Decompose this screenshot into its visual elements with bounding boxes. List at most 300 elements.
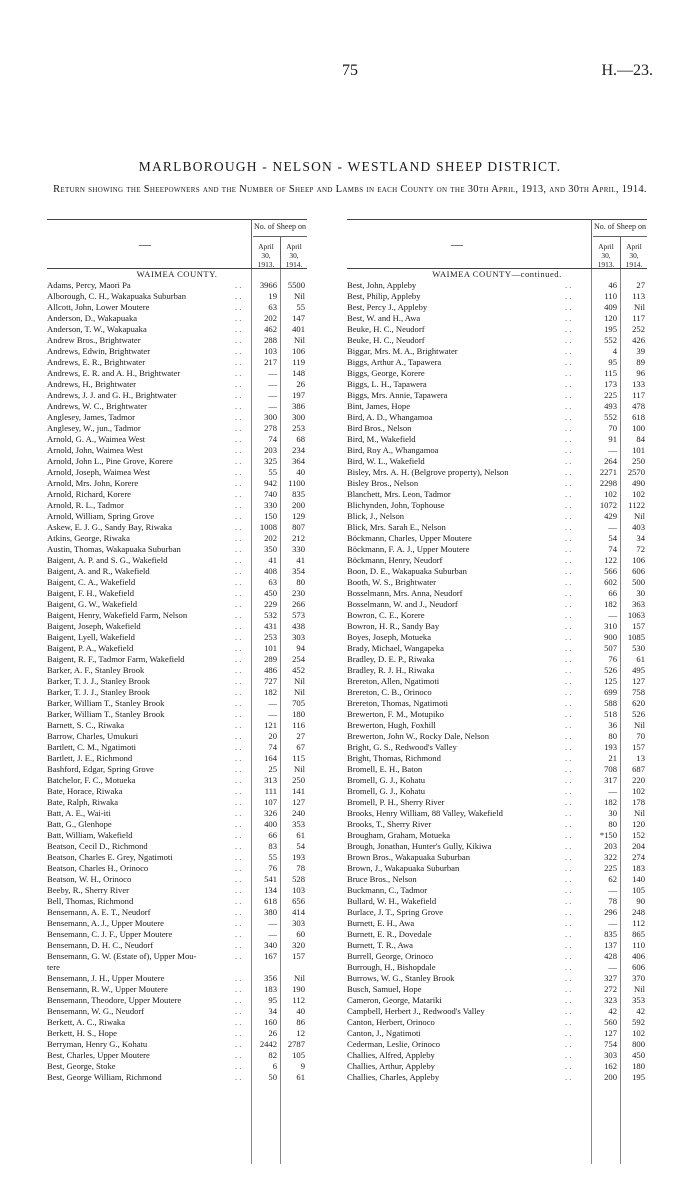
leader-dots: . .: [235, 555, 242, 565]
leader-dots: . .: [235, 797, 242, 807]
leader-dots: . .: [235, 302, 242, 312]
sheep-1914: 117: [632, 390, 645, 400]
right-table-header: [347, 219, 647, 269]
sheep-1914: 190: [292, 984, 305, 994]
sheep-1913: 300: [264, 412, 277, 422]
sheep-1914: 39: [636, 346, 645, 356]
owner-name: Best, George, Stoke: [47, 1061, 116, 1071]
sheep-1914: Nil: [294, 687, 305, 697]
sheep-1913: 289: [264, 654, 277, 664]
sheep-1914: 250: [632, 456, 645, 466]
table-row: [47, 786, 307, 797]
table-row: [47, 797, 307, 808]
sheep-1914: 27: [636, 280, 645, 290]
sheep-1914: 26: [296, 379, 305, 389]
sheep-1913: —: [608, 962, 617, 972]
leader-dots: . .: [235, 698, 242, 708]
leader-dots: . .: [235, 577, 242, 587]
leader-dots: . .: [565, 962, 572, 972]
sheep-1914: 592: [632, 1017, 645, 1027]
sheep-1914: 478: [632, 401, 645, 411]
table-row: [347, 346, 647, 357]
leader-dots: . .: [565, 401, 572, 411]
sheep-1913: 160: [264, 1017, 277, 1027]
sheep-1914: 86: [296, 1017, 305, 1027]
table-row: [47, 665, 307, 676]
sheep-1913: 202: [264, 533, 277, 543]
owner-name: Bosselmann, W. and J., Neudorf: [347, 599, 458, 609]
sheep-1914: 60: [296, 929, 305, 939]
leader-dots: . .: [565, 1039, 572, 1049]
sheep-1914: Nil: [294, 291, 305, 301]
table-row: [47, 1006, 307, 1017]
sheep-1914: Nil: [634, 511, 645, 521]
leader-dots: . .: [565, 467, 572, 477]
sheep-1914: 526: [632, 709, 645, 719]
leader-dots: . .: [565, 423, 572, 433]
owner-name: Bosselmann, Mrs. Anna, Neudorf: [347, 588, 463, 598]
owner-name: Challies, Charles, Appleby: [347, 1072, 440, 1082]
owner-name: Berkett, H. S., Hope: [47, 1028, 117, 1038]
sheep-1914: 30: [636, 588, 645, 598]
leader-dots: . .: [235, 654, 242, 664]
owner-name: Beatson, Charles E. Grey, Ngatimoti: [47, 852, 173, 862]
sheep-1914: 1100: [288, 478, 305, 488]
table-row: [347, 808, 647, 819]
sheep-1913: 340: [264, 940, 277, 950]
sheep-1913: 76: [608, 654, 617, 664]
sheep-1913: 127: [604, 1028, 617, 1038]
sheep-1914: 102: [632, 489, 645, 499]
sheep-1913: 19: [268, 291, 277, 301]
leader-dots: . .: [565, 280, 572, 290]
sheep-1914: 807: [292, 522, 305, 532]
owner-name: Booth, W. S., Brightwater: [347, 577, 437, 587]
owner-name: Berryman, Henry G., Kohatu: [47, 1039, 148, 1049]
table-row: [47, 577, 307, 588]
leader-dots: . .: [235, 918, 242, 928]
sheep-1913: 55: [268, 852, 277, 862]
leader-dots: . .: [235, 676, 242, 686]
sheep-1913: 253: [264, 632, 277, 642]
owner-name: Canton, J., Ngatimoti: [347, 1028, 421, 1038]
leader-dots: . .: [235, 324, 242, 334]
sheep-1914: 195: [632, 1072, 645, 1082]
table-row: [347, 533, 647, 544]
return-subtitle: Return showing the Sheepowners and the Number of Sheep and Lambs in each County on the 30th April, 1913, and 30th April, 1914.: [53, 184, 647, 195]
table-row: [347, 984, 647, 995]
leader-dots: . .: [235, 786, 242, 796]
sheep-1913: 326: [264, 808, 277, 818]
sheep-1913: 330: [264, 500, 277, 510]
sheep-1913: 350: [264, 544, 277, 554]
owner-name: Brown Bros., Wakapuaka Suburban: [347, 852, 471, 862]
owner-name: Biggs, Mrs. Annie, Tapawera: [347, 390, 448, 400]
sheep-1914: 157: [292, 951, 305, 961]
owner-name: Baigent, C. A., Wakefield: [47, 577, 136, 587]
leader-dots: . .: [565, 830, 572, 840]
owner-name: Brooks, T., Sherry River: [347, 819, 432, 829]
sheep-1913: 900: [604, 632, 617, 642]
table-row: [47, 808, 307, 819]
sheep-1913: 110: [604, 291, 617, 301]
table-row: [347, 841, 647, 852]
leader-dots: . .: [565, 577, 572, 587]
leader-dots: . .: [235, 709, 242, 719]
sheep-1913: 588: [604, 698, 617, 708]
header-group-label: No. of Sheep on: [593, 222, 647, 237]
left-table: [47, 219, 307, 1083]
sheep-1914: 141: [292, 786, 305, 796]
table-row: [47, 621, 307, 632]
sheep-1914: 1063: [627, 610, 645, 620]
owner-name: Bright, Thomas, Richmond: [347, 753, 441, 763]
table-row: [47, 951, 307, 962]
sheep-1914: 72: [636, 544, 645, 554]
table-row: [347, 753, 647, 764]
sheep-1914: 250: [292, 775, 305, 785]
sheep-1914: 102: [632, 1028, 645, 1038]
leader-dots: . .: [235, 566, 242, 576]
leader-dots: . .: [565, 698, 572, 708]
leader-dots: . .: [235, 984, 242, 994]
sheep-1914: 157: [632, 621, 645, 631]
leader-dots: . .: [565, 1072, 572, 1082]
sheep-1914: 80: [296, 577, 305, 587]
owner-name: Beatson, W. H., Orinoco: [47, 874, 132, 884]
owner-name: Anglesey, James, Tadmor: [47, 412, 135, 422]
table-row: [47, 885, 307, 896]
table-row: [347, 599, 647, 610]
table-row: [47, 929, 307, 940]
sheep-1914: 61: [296, 1072, 305, 1082]
table-row: [347, 973, 647, 984]
document-reference: H.—23.: [601, 62, 653, 79]
county-heading: WAIMEA COUNTY—continued.: [432, 269, 562, 279]
leader-dots: . .: [235, 720, 242, 730]
owner-name: Baigent, Joseph, Wakefield: [47, 621, 141, 631]
sheep-1913: 602: [604, 577, 617, 587]
sheep-1913: 82: [268, 1050, 277, 1060]
sheep-1913: 217: [264, 357, 277, 367]
sheep-1914: 115: [292, 753, 305, 763]
owner-name: Best, Charles, Upper Moutere: [47, 1050, 150, 1060]
owner-name: Austin, Thomas, Wakapuaka Suburban: [47, 544, 181, 554]
table-row: [47, 335, 307, 346]
sheep-1914: 152: [632, 830, 645, 840]
owner-name: Buckmann, C., Tadmor: [347, 885, 428, 895]
sheep-1913: 20: [268, 731, 277, 741]
sheep-1913: 264: [604, 456, 617, 466]
sheep-1914: 54: [296, 841, 305, 851]
header-dash: —: [139, 237, 151, 251]
owner-name: Adams, Percy, Maori Pa: [47, 280, 131, 290]
table-row: [47, 324, 307, 335]
table-row: [347, 368, 647, 379]
sheep-1914: 102: [632, 786, 645, 796]
leader-dots: . .: [565, 566, 572, 576]
owner-name: Blichynden, John, Tophouse: [347, 500, 445, 510]
owner-name: Bradley, D. E. P., Riwaka: [347, 654, 435, 664]
table-row: [47, 1039, 307, 1050]
sheep-1913: 552: [604, 412, 617, 422]
owner-name: Batt, A. E., Wai-iti: [47, 808, 111, 818]
leader-dots: . .: [235, 907, 242, 917]
table-row: [47, 313, 307, 324]
leader-dots: . .: [235, 808, 242, 818]
owner-name: Best, Philip, Appleby: [347, 291, 421, 301]
sheep-1914: Nil: [294, 335, 305, 345]
sheep-1913: 296: [604, 907, 617, 917]
leader-dots: . .: [565, 632, 572, 642]
owner-name: Beuke, H. C., Neudorf: [347, 335, 425, 345]
sheep-1914: 106: [632, 555, 645, 565]
table-row: [47, 280, 307, 291]
leader-dots: . .: [235, 533, 242, 543]
table-row: [47, 643, 307, 654]
table-row: [47, 346, 307, 357]
sheep-1914: Nil: [634, 302, 645, 312]
table-row: [347, 643, 647, 654]
sheep-1913: 323: [604, 995, 617, 1005]
sheep-1914: 110: [632, 940, 645, 950]
table-row: [347, 764, 647, 775]
sheep-1913: 195: [604, 324, 617, 334]
sheep-1914: 100: [632, 423, 645, 433]
table-row: [347, 918, 647, 929]
header-dash: —: [451, 237, 463, 251]
leader-dots: . .: [565, 379, 572, 389]
table-row: [47, 511, 307, 522]
sheep-1913: 78: [608, 896, 617, 906]
table-row: [347, 390, 647, 401]
table-row: [347, 654, 647, 665]
leader-dots: . .: [235, 687, 242, 697]
owner-name: Bromell, P. H., Sherry River: [347, 797, 445, 807]
owner-name: Baigent, R. F., Tadmor Farm, Wakefield: [47, 654, 185, 664]
sheep-1914: 12: [296, 1028, 305, 1038]
table-row: [47, 445, 307, 456]
owner-name: Andrews, W. C., Brightwater: [47, 401, 148, 411]
table-row: [347, 1017, 647, 1028]
owner-name: Brougham, Graham, Motueka: [347, 830, 451, 840]
sheep-1914: 78: [296, 863, 305, 873]
table-row: [47, 1017, 307, 1028]
sheep-1913: 137: [604, 940, 617, 950]
leader-dots: . .: [565, 643, 572, 653]
leader-dots: . .: [235, 632, 242, 642]
leader-dots: . .: [565, 753, 572, 763]
owner-name: Blick, J., Nelson: [347, 511, 405, 521]
sheep-1914: 403: [632, 522, 645, 532]
sheep-1913: 182: [264, 687, 277, 697]
owner-name: Brewerton, Hugh, Foxhill: [347, 720, 436, 730]
leader-dots: . .: [235, 511, 242, 521]
table-row: [47, 819, 307, 830]
owner-name: Barnett, S. C., Riwaka: [47, 720, 125, 730]
leader-dots: . .: [235, 280, 242, 290]
owner-name: Bensemann, J. H., Upper Moutere: [47, 973, 165, 983]
table-row: [47, 698, 307, 709]
sheep-1913: —: [608, 445, 617, 455]
sheep-1913: 122: [604, 555, 617, 565]
sheep-1914: 42: [636, 1006, 645, 1016]
table-row: [347, 500, 647, 511]
leader-dots: . .: [235, 951, 242, 961]
sheep-1913: 380: [264, 907, 277, 917]
leader-dots: . .: [565, 819, 572, 829]
leader-dots: . .: [235, 489, 242, 499]
leader-dots: . .: [565, 533, 572, 543]
owner-name: Bensemann, A. E. T., Neudorf: [47, 907, 151, 917]
leader-dots: . .: [565, 522, 572, 532]
sheep-1913: 26: [268, 1028, 277, 1038]
sheep-1914: 101: [632, 445, 645, 455]
table-row: [47, 852, 307, 863]
table-row: [347, 1061, 647, 1072]
sheep-1913: 63: [268, 577, 277, 587]
table-row: [47, 995, 307, 1006]
sheep-1913: 36: [608, 720, 617, 730]
page-number: 75: [342, 62, 358, 79]
owner-name: Burrows, W. G., Stanley Brook: [347, 973, 455, 983]
leader-dots: . .: [235, 467, 242, 477]
sheep-1914: 835: [292, 489, 305, 499]
sheep-1913: 162: [604, 1061, 617, 1071]
sheep-1913: 42: [608, 1006, 617, 1016]
sheep-1914: 370: [632, 973, 645, 983]
sheep-1914: 119: [292, 357, 305, 367]
sheep-1913: 727: [264, 676, 277, 686]
owner-name: Batchelor, F. C., Motueka: [47, 775, 136, 785]
table-row: [347, 412, 647, 423]
sheep-1913: 62: [608, 874, 617, 884]
leader-dots: . .: [235, 368, 242, 378]
leader-dots: . .: [235, 445, 242, 455]
owner-name: Bromell, E. H., Baton: [347, 764, 423, 774]
owner-name: Bird, A. D., Whangamoa: [347, 412, 433, 422]
table-row: [47, 379, 307, 390]
owner-name: Batt, William, Wakefield: [47, 830, 133, 840]
sheep-1913: 80: [608, 819, 617, 829]
table-row: [347, 1006, 647, 1017]
sheep-1914: 234: [292, 445, 305, 455]
sheep-1913: 111: [264, 786, 277, 796]
sheep-1913: 102: [604, 489, 617, 499]
leader-dots: . .: [235, 412, 242, 422]
leader-dots: . .: [565, 599, 572, 609]
owner-name: Blanchett, Mrs. Leon, Tadmor: [347, 489, 451, 499]
owner-name: Barker, A. F., Stanley Brook: [47, 665, 145, 675]
sheep-1914: 106: [292, 346, 305, 356]
table-row: [47, 610, 307, 621]
leader-dots: . .: [565, 852, 572, 862]
owner-name: Baigent, A. and R., Wakefield: [47, 566, 150, 576]
sheep-1914: 183: [632, 863, 645, 873]
sheep-1914: 758: [632, 687, 645, 697]
sheep-1914: 620: [632, 698, 645, 708]
owner-name: Bensemann, R. W., Upper Moutere: [47, 984, 168, 994]
leader-dots: . .: [235, 1061, 242, 1071]
table-row: [47, 500, 307, 511]
leader-dots: . .: [565, 896, 572, 906]
leader-dots: . .: [565, 841, 572, 851]
sheep-1914: 414: [292, 907, 305, 917]
sheep-1913: 552: [604, 335, 617, 345]
leader-dots: . .: [565, 368, 572, 378]
sheep-1913: 310: [604, 621, 617, 631]
table-row: [47, 720, 307, 731]
sheep-1914: 27: [296, 731, 305, 741]
owner-name: Bint, James, Hope: [347, 401, 411, 411]
owner-name: Cameron, George, Matariki: [347, 995, 442, 1005]
leader-dots: . .: [565, 984, 572, 994]
sheep-1914: 180: [632, 1061, 645, 1071]
sheep-1914: 303: [292, 632, 305, 642]
owner-name: Biggs, Arthur A., Tapawera: [347, 357, 442, 367]
owner-name: Baigent, Henry, Wakefield Farm, Nelson: [47, 610, 188, 620]
owner-name: Askew, E. J. G., Sandy Bay, Riwaka: [47, 522, 172, 532]
leader-dots: . .: [565, 555, 572, 565]
table-row: [47, 291, 307, 302]
sheep-1913: 150: [264, 511, 277, 521]
sheep-1913: 193: [604, 742, 617, 752]
sheep-1914: 406: [632, 951, 645, 961]
leader-dots: . .: [565, 775, 572, 785]
table-row: [347, 577, 647, 588]
leader-dots: . .: [565, 357, 572, 367]
table-row: [47, 764, 307, 775]
owner-name: Arnold, Joseph, Waimea West: [47, 467, 151, 477]
sheep-1914: 353: [632, 995, 645, 1005]
sheep-1914: Nil: [294, 973, 305, 983]
header-col-1914: April 30, 1914.: [625, 242, 643, 269]
owner-name: Brown, J., Wakapuaka Suburban: [347, 863, 460, 873]
owner-name: Brooks, Henry William, 88 Valley, Wakefield: [347, 808, 503, 818]
leader-dots: . .: [235, 874, 242, 884]
right-rows: [347, 269, 647, 1083]
owner-name: Biggs, George, Korere: [347, 368, 425, 378]
owner-name: Bowron, C. E., Korere: [347, 610, 425, 620]
owner-name: Beatson, Charles H., Orinoco: [47, 863, 149, 873]
leader-dots: . .: [235, 599, 242, 609]
sheep-1913: 66: [268, 830, 277, 840]
owner-name: Brewerton, John W., Rocky Dale, Nelson: [347, 731, 490, 741]
table-row: [47, 973, 307, 984]
sheep-1914: 112: [632, 918, 645, 928]
sheep-1914: 606: [632, 566, 645, 576]
sheep-1913: 182: [604, 599, 617, 609]
table-row: [347, 940, 647, 951]
sheep-1914: 157: [632, 742, 645, 752]
sheep-1914: 127: [292, 797, 305, 807]
leader-dots: . .: [565, 302, 572, 312]
owner-name: Baigent, P. A., Wakefield: [47, 643, 134, 653]
owner-name: tere: [47, 962, 60, 972]
leader-dots: . .: [565, 610, 572, 620]
sheep-1913: 4: [612, 346, 617, 356]
sheep-1913: 428: [604, 951, 617, 961]
leader-dots: . .: [565, 1028, 572, 1038]
table-row: [47, 962, 307, 973]
leader-dots: . .: [565, 797, 572, 807]
sheep-1913: 6: [272, 1061, 277, 1071]
table-row: [347, 324, 647, 335]
table-row: [347, 511, 647, 522]
sheep-1913: 462: [264, 324, 277, 334]
sheep-1914: 274: [632, 852, 645, 862]
sheep-1913: —: [268, 390, 277, 400]
